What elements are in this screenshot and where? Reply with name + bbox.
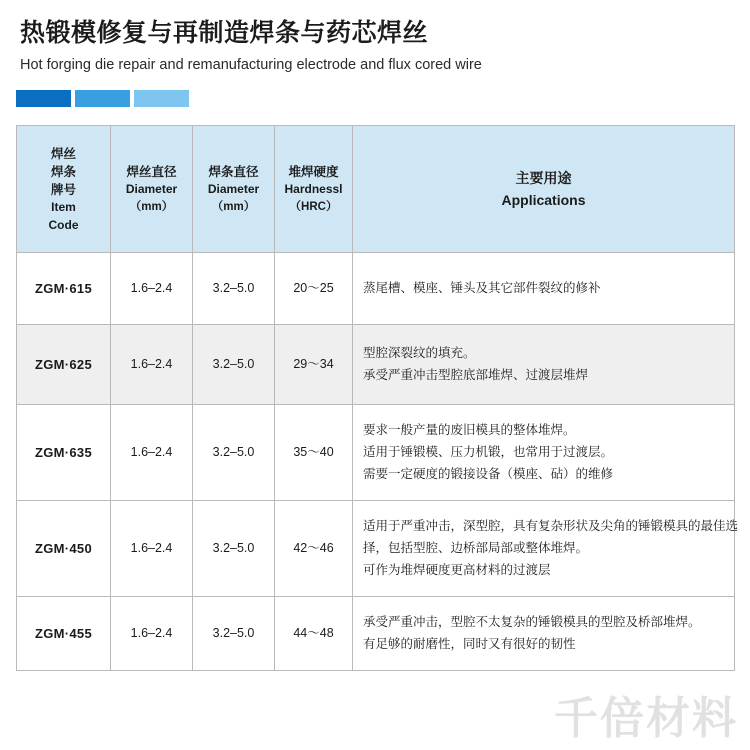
decorative-bar-light-blue	[134, 90, 189, 107]
cell-wire-diameter: 1.6–2.4	[111, 501, 193, 597]
table-header	[17, 126, 735, 253]
column-header-hardness-cn: 堆焊硬度	[288, 165, 339, 180]
cell-code: ZGM·635	[17, 405, 111, 501]
column-header-wire-diameter	[111, 126, 193, 253]
cell-hardness: 29～34	[275, 325, 353, 405]
cell-wire-diameter: 1.6–2.4	[111, 597, 193, 671]
cell-rod-diameter: 3.2–5.0	[193, 253, 275, 325]
column-header-wire-diameter-unit: （mm）	[129, 200, 174, 213]
cell-hardness: 20～25	[275, 253, 353, 325]
applications-line: 型腔深裂纹的填充。	[363, 346, 476, 361]
column-header-rod-diameter-unit: （mm）	[211, 200, 256, 213]
column-header-hardness-unit: （HRC）	[289, 200, 338, 213]
cell-code: ZGM·615	[17, 253, 111, 325]
column-header-item-code-line2: 焊条	[50, 164, 76, 179]
column-header-item-code-line4: Item	[51, 200, 76, 215]
cell-code: ZGM·625	[17, 325, 111, 405]
column-header-item-code-line1: 焊丝	[50, 146, 76, 161]
cell-hardness: 35～40	[275, 405, 353, 501]
column-header-wire-diameter-cn: 焊丝直径	[126, 165, 177, 180]
column-header-applications-cn: 主要用途	[515, 170, 572, 186]
cell-applications	[353, 597, 735, 671]
document-header	[16, 0, 734, 74]
table-row	[17, 597, 735, 671]
page-title-cn: 热锻模修复与再制造焊条与药芯焊丝	[20, 19, 429, 47]
applications-line: 有足够的耐磨性，同时又有很好的韧性	[363, 636, 576, 651]
column-header-item-code	[17, 126, 111, 253]
column-header-wire-diameter-en: Diameter	[125, 182, 178, 197]
table-row	[17, 501, 735, 597]
decorative-bar-dark-blue	[16, 90, 71, 107]
cell-wire-diameter: 1.6–2.4	[111, 253, 193, 325]
table-row	[17, 253, 735, 325]
applications-line: 可作为堆焊硬度更高材料的过渡层	[363, 562, 551, 577]
page-title-en: Hot forging die repair and remanufacturing electrode and flux cored wire	[20, 57, 482, 73]
cell-applications	[353, 501, 739, 597]
column-header-item-code-line5: Code	[48, 217, 79, 232]
applications-line: 承受严重冲击型腔底部堆焊、过渡层堆焊	[363, 367, 589, 382]
cell-hardness: 42～46	[275, 501, 353, 597]
column-header-rod-diameter-cn: 焊条直径	[208, 165, 259, 180]
applications-line: 适用于锤锻模、压力机锻，也常用于过渡层。	[363, 444, 614, 459]
applications-line: 蒸尾槽、模座、锤头及其它部件裂纹的修补	[363, 280, 601, 295]
column-header-hardness-en: Hardnessl	[284, 182, 343, 197]
cell-rod-diameter: 3.2–5.0	[193, 597, 275, 671]
specification-table-wrapper	[16, 125, 739, 671]
column-header-item-code-line3: 牌号	[50, 183, 76, 198]
cell-hardness: 44～48	[275, 597, 353, 671]
cell-wire-diameter: 1.6–2.4	[111, 325, 193, 405]
applications-line: 需要一定硬度的锻接设备（模座、砧）的维修	[363, 466, 614, 481]
applications-line: 适用于严重冲击，深型腔，具有复杂形状及尖角的锤锻模具的最佳选	[363, 519, 739, 534]
column-header-applications	[353, 126, 735, 253]
table-header-row	[17, 126, 735, 253]
watermark: 千倍材料	[554, 694, 738, 743]
table-row	[17, 325, 735, 405]
cell-rod-diameter: 3.2–5.0	[193, 405, 275, 501]
column-header-rod-diameter	[193, 126, 275, 253]
decorative-bars	[16, 90, 734, 107]
cell-code: ZGM·450	[17, 501, 111, 597]
column-header-applications-en: Applications	[501, 192, 586, 209]
column-header-rod-diameter-en: Diameter	[207, 182, 260, 197]
applications-line: 择，包括型腔、边桥部局部或整体堆焊。	[363, 540, 589, 555]
column-header-hardness	[275, 126, 353, 253]
table-body	[17, 253, 739, 671]
decorative-bar-mid-blue	[75, 90, 130, 107]
applications-line: 要求一般产量的废旧模具的整体堆焊。	[363, 423, 576, 438]
applications-line: 承受严重冲击，型腔不太复杂的锤锻模具的型腔及桥部堆焊。	[363, 615, 701, 630]
cell-wire-diameter: 1.6–2.4	[111, 405, 193, 501]
cell-rod-diameter: 3.2–5.0	[193, 325, 275, 405]
table-row	[17, 405, 735, 501]
cell-applications	[353, 253, 735, 325]
cell-code: ZGM·455	[17, 597, 111, 671]
specification-table	[16, 125, 739, 671]
cell-applications	[353, 325, 735, 405]
cell-rod-diameter: 3.2–5.0	[193, 501, 275, 597]
cell-applications	[353, 405, 735, 501]
